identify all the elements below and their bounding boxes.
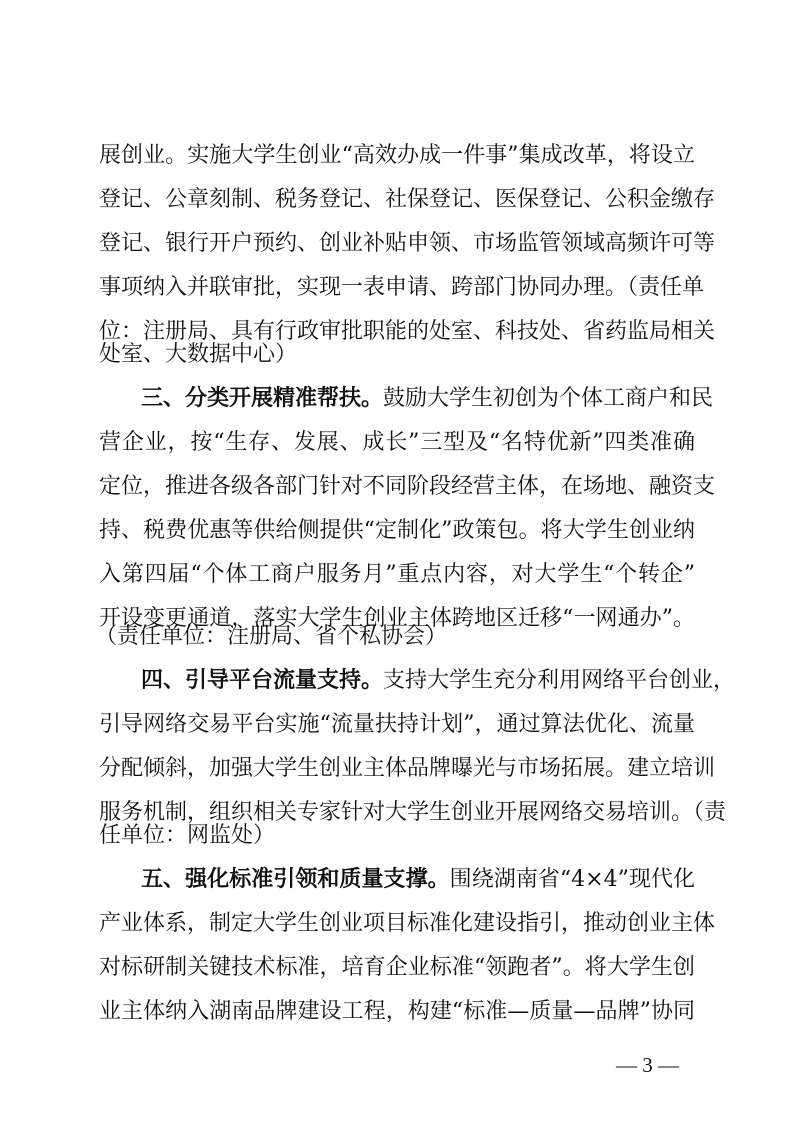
page-number: — 3 — <box>616 1053 679 1077</box>
text-line: 持、税费优惠等供给侧提供“定制化”政策包。将大学生创业纳 <box>99 518 695 543</box>
section-heading: 五、强化标准引领和质量支撑。 <box>141 867 450 892</box>
text-line: （责任单位：注册局、省个私协会） <box>95 624 448 649</box>
text-line: 开设变更通道，落实大学生创业主体跨地区迁移“一网通办”。 <box>99 606 695 631</box>
text-line: 任单位：网监处） <box>99 823 276 848</box>
text-line: 定位，推进各级各部门针对不同阶段经营主体，在场地、融资支 <box>99 474 716 499</box>
section-heading: 四、引导平台流量支持。 <box>141 668 384 693</box>
text-line: 业主体纳入湖南品牌建设工程，构建“标准—质量—品牌”协同 <box>99 999 695 1024</box>
text-line: 入第四届“个体工商户服务月”重点内容，对大学生“个转企” <box>99 562 695 587</box>
text-line: 营企业，按“生存、发展、成长”三型及“名特优新”四类准确 <box>99 430 695 455</box>
text-line: 服务机制，组织相关专家针对大学生创业开展网络交易培训。（责 <box>99 800 727 825</box>
text-line: 处室、大数据中心） <box>99 342 298 367</box>
section-heading: 三、分类开展精准帮扶。 <box>141 386 384 411</box>
text-line: 对标研制关键技术标准，培育企业标准“领跑者”。将大学生创 <box>99 955 695 980</box>
text-line: 事项纳入并联审批，实现一表申请、跨部门协同办理。（责任单 <box>99 275 705 300</box>
text-line: 登记、银行开户预约、创业补贴申领、市场监管领域高频许可等 <box>99 231 716 256</box>
section-heading-line: 四、引导平台流量支持。支持大学生充分利用网络平台创业， <box>141 668 736 693</box>
text-line: 分配倾斜，加强大学生创业主体品牌曝光与市场拓展。建立培训 <box>99 756 716 781</box>
text-line: 引导网络交易平台实施“流量扶持计划”，通过算法优化、流量 <box>99 712 695 737</box>
section-heading-line: 五、强化标准引领和质量支撑。围绕湖南省“4×4”现代化 <box>141 867 695 892</box>
text-line: 产业体系，制定大学生创业项目标准化建设指引，推动创业主体 <box>99 911 716 936</box>
text-line: 登记、公章刻制、税务登记、社保登记、医保登记、公积金缴存 <box>99 187 716 212</box>
text-line: 展创业。实施大学生创业“高效办成一件事”集成改革，将设立 <box>99 143 695 168</box>
text-line: 位：注册局、具有行政审批职能的处室、科技处、省药监局相关 <box>99 319 716 344</box>
section-heading-line: 三、分类开展精准帮扶。鼓励大学生初创为个体工商户和民 <box>141 386 714 411</box>
